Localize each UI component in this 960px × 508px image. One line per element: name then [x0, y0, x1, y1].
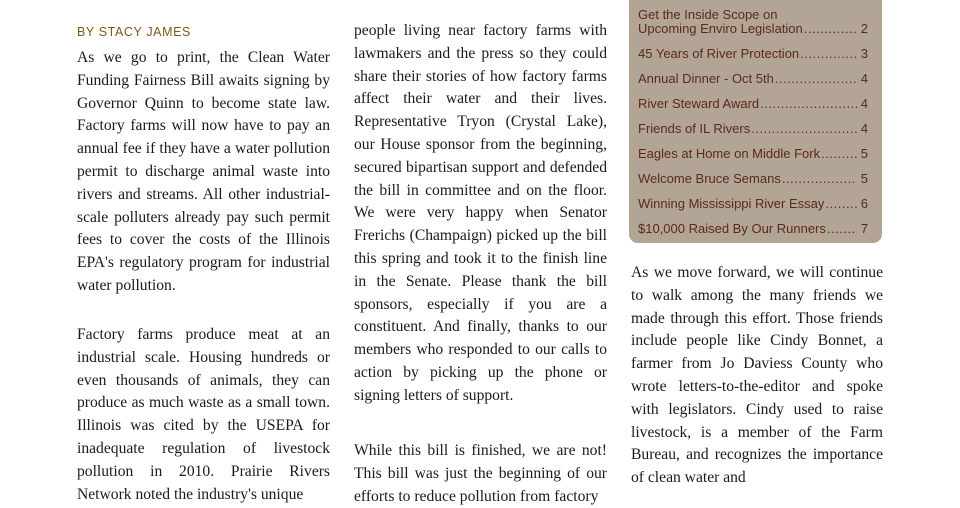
- toc-item-title-line: Annual Dinner - Oct 5th: [638, 71, 774, 86]
- toc-leader-dots: [760, 97, 857, 111]
- toc-page-number: 4: [860, 71, 868, 86]
- toc-item[interactable]: [638, 222, 868, 236]
- toc-page-number: 4: [860, 121, 868, 136]
- toc-page-number: 5: [860, 146, 868, 161]
- toc-item[interactable]: [638, 72, 868, 86]
- article-paragraph: Factory farms produce meat at an industrial scale. Housing hundreds or even thousands of animals, they can produce as much waste as a small town. Illinois was cited by the USEPA for inadequate regulation of livestock pollution in 2010. Prairie Rivers Network noted the industry's unique: [77, 326, 330, 503]
- toc-page-number: 7: [860, 221, 868, 236]
- toc-leader-dots: [804, 22, 857, 36]
- toc-page-number: 2: [860, 21, 868, 36]
- toc-leader-dots: [775, 72, 857, 86]
- toc-item[interactable]: [638, 47, 868, 61]
- table-of-contents-box: [629, 0, 882, 243]
- table-of-contents-list: [638, 8, 868, 236]
- toc-item[interactable]: [638, 147, 868, 161]
- toc-leader-dots: [827, 222, 857, 236]
- toc-leader-dots: [800, 47, 857, 61]
- toc-item[interactable]: [638, 122, 868, 136]
- toc-page-number: 4: [860, 96, 868, 111]
- toc-item-title-line: 45 Years of River Protection: [638, 46, 800, 61]
- article-byline: BY STACY JAMES: [77, 25, 191, 39]
- article-paragraph: people living near factory farms with lawmakers and the press so they could share their stories of how factory farms affect their water and their lives. Representative Tryon (Crystal Lake), our House sponsor from the beginning, secured bipartisan support and defended the bill in committee and on the floor. We were very happy when Senator Frerichs (Champaign) picked up the bill this spring and took it to the finish line in the Senate. Please thank the bill sponsors, especially if you are a constituent. And finally, thanks to our members who responded to our calls to action by picking up the phone or signing letters of support.: [354, 22, 607, 404]
- article-paragraph: As we go to print, the Clean Water Funding Fairness Bill awaits signing by Governor Quinn to become state law. Factory farms will now have to pay an annual fee if they have a water pollution permit to discharge animal waste into rivers and streams. All other industrial-scale polluters already pay such permit fees to cover the costs of the Illinois EPA's regulatory program for industrial water pollution.: [77, 49, 330, 294]
- toc-item-title-line: River Steward Award: [638, 96, 760, 111]
- toc-page-number: 3: [860, 46, 868, 61]
- toc-leader-dots: [751, 122, 857, 136]
- toc-leader-dots: [821, 147, 857, 161]
- toc-item[interactable]: [638, 97, 868, 111]
- toc-item[interactable]: [638, 197, 868, 211]
- toc-item[interactable]: [638, 172, 868, 186]
- toc-leader-dots: [782, 172, 857, 186]
- toc-item-title-line: Friends of IL Rivers: [638, 121, 751, 136]
- article-paragraph: As we move forward, we will continue to walk among the many friends we made through this effort. Those friends include people like Cindy Bonnet, a farmer from Jo Daviess County who wrote letters-to-the-editor and spoke with legislators. Cindy used to raise livestock, is a member of the Farm Bureau, and recognizes the importance of clean water and: [631, 264, 883, 487]
- toc-item[interactable]: [638, 8, 868, 36]
- toc-item-title-line: $10,000 Raised By Our Runners: [638, 221, 826, 236]
- toc-item-title-line: Upcoming Enviro Legislation: [638, 21, 803, 36]
- toc-page-number: 5: [860, 171, 868, 186]
- toc-page-number: 6: [860, 196, 868, 211]
- toc-item-title-line: Winning Mississippi River Essay: [638, 196, 825, 211]
- toc-item-title-line: Welcome Bruce Semans: [638, 171, 781, 186]
- toc-item-title-line: Eagles at Home on Middle Fork: [638, 146, 821, 161]
- article-paragraph: While this bill is finished, we are not! This bill was just the beginning of our efforts to reduce pollution from factory: [354, 442, 607, 505]
- toc-leader-dots: [825, 197, 857, 211]
- toc-item-title-line: Get the Inside Scope on: [638, 7, 778, 22]
